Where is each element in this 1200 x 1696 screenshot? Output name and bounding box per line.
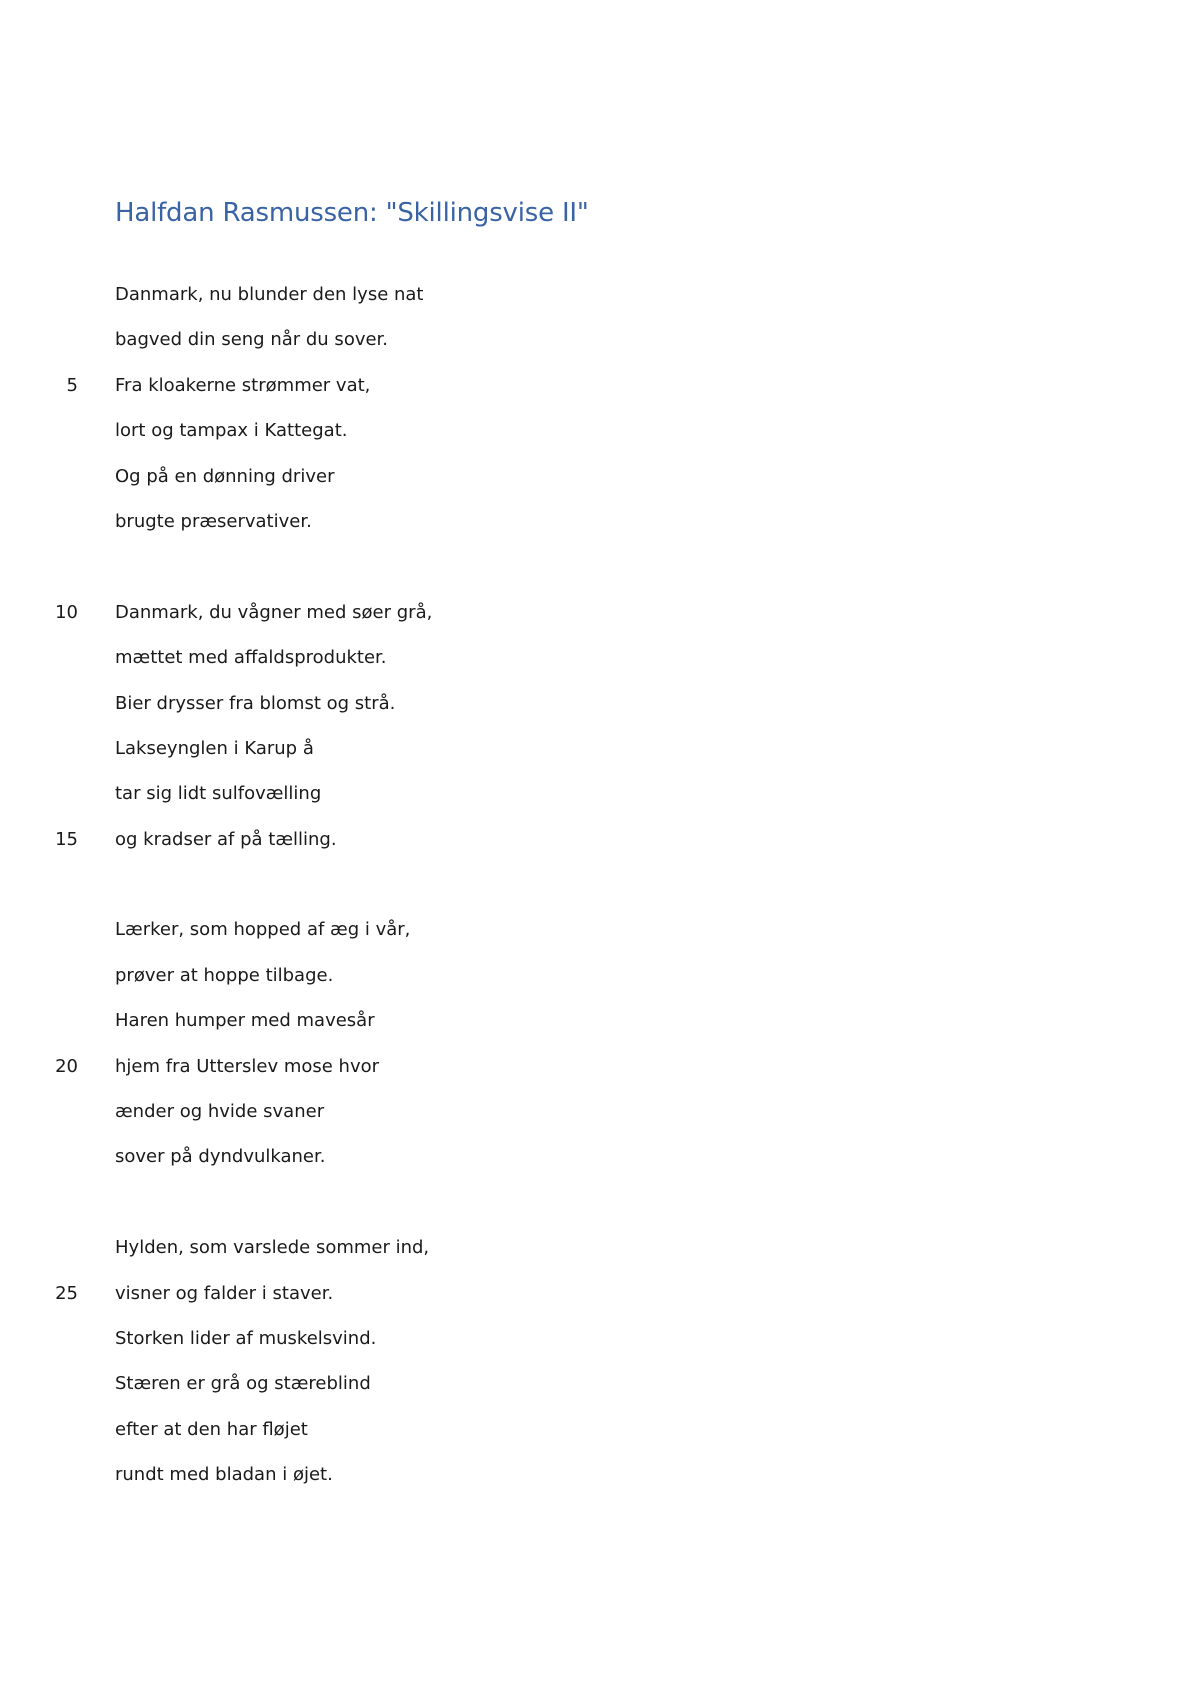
poem-line-text: mættet med affaldsprodukter. (115, 647, 387, 669)
poem-line (0, 737, 1200, 782)
poem-line (0, 828, 1200, 873)
poem-line (0, 918, 1200, 963)
poem-line-text: lort og tampax i Kattegat. (115, 420, 348, 442)
poem-line-text: brugte præservativer. (115, 510, 312, 532)
poem-line-text: prøver at hoppe tilbage. (115, 964, 334, 986)
stanza-break (0, 555, 1200, 600)
line-number: 10 (55, 601, 78, 623)
poem-line-text: hjem fra Utterslev mose hvor (115, 1055, 380, 1077)
poem-line-text: Fra kloakerne strømmer vat, (115, 374, 371, 396)
poem-line-text: Lakseynglen i Karup å (115, 737, 314, 759)
poem-line-text: tar sig lidt sulfovælling (115, 783, 322, 805)
poem-line (0, 1145, 1200, 1190)
poem-body (0, 283, 1200, 1509)
poem-line (0, 1327, 1200, 1372)
poem-line (0, 1236, 1200, 1281)
poem-line-text: Lærker, som hopped af æg i vår, (115, 919, 411, 941)
line-number: 20 (55, 1055, 78, 1077)
poem-line-text: Stæren er grå og stæreblind (115, 1373, 371, 1395)
stanza-break (0, 873, 1200, 918)
poem-line (0, 465, 1200, 510)
stanza-break (0, 1191, 1200, 1236)
poem-line (0, 328, 1200, 373)
document-title: Halfdan Rasmussen: "Skillingsvise II" (115, 198, 589, 228)
poem-line (0, 1418, 1200, 1463)
poem-line (0, 374, 1200, 419)
poem-line-text: bagved din seng når du sover. (115, 329, 389, 351)
poem-line-text: visner og falder i staver. (115, 1282, 334, 1304)
poem-line (0, 1100, 1200, 1145)
poem-line (0, 692, 1200, 737)
poem-line-text: sover på dyndvulkaner. (115, 1146, 326, 1168)
poem-line (0, 1282, 1200, 1327)
poem-line-text: Og på en dønning driver (115, 465, 335, 487)
poem-line (0, 646, 1200, 691)
poem-line (0, 419, 1200, 464)
line-number: 25 (55, 1282, 78, 1304)
poem-line (0, 1009, 1200, 1054)
poem-line-text: Haren humper med mavesår (115, 1010, 375, 1032)
poem-line-text: Danmark, nu blunder den lyse nat (115, 284, 424, 305)
poem-line (0, 283, 1200, 328)
poem-line (0, 601, 1200, 646)
poem-line (0, 1372, 1200, 1417)
line-number: 5 (66, 374, 78, 396)
line-number: 15 (55, 828, 78, 850)
poem-line-text: Danmark, du vågner med søer grå, (115, 601, 433, 623)
poem-line-text: Hylden, som varslede sommer ind, (115, 1237, 430, 1259)
poem-line-text: og kradser af på tælling. (115, 828, 337, 850)
poem-line-text: efter at den har fløjet (115, 1418, 308, 1440)
poem-line-text: rundt med bladan i øjet. (115, 1464, 333, 1486)
poem-line-text: Bier drysser fra blomst og strå. (115, 692, 396, 714)
poem-line-text: ænder og hvide svaner (115, 1101, 325, 1123)
poem-line (0, 964, 1200, 1009)
poem-line (0, 510, 1200, 555)
poem-line (0, 1055, 1200, 1100)
poem-line (0, 1463, 1200, 1508)
poem-line-text: Storken lider af muskelsvind. (115, 1327, 377, 1349)
poem-line (0, 782, 1200, 827)
